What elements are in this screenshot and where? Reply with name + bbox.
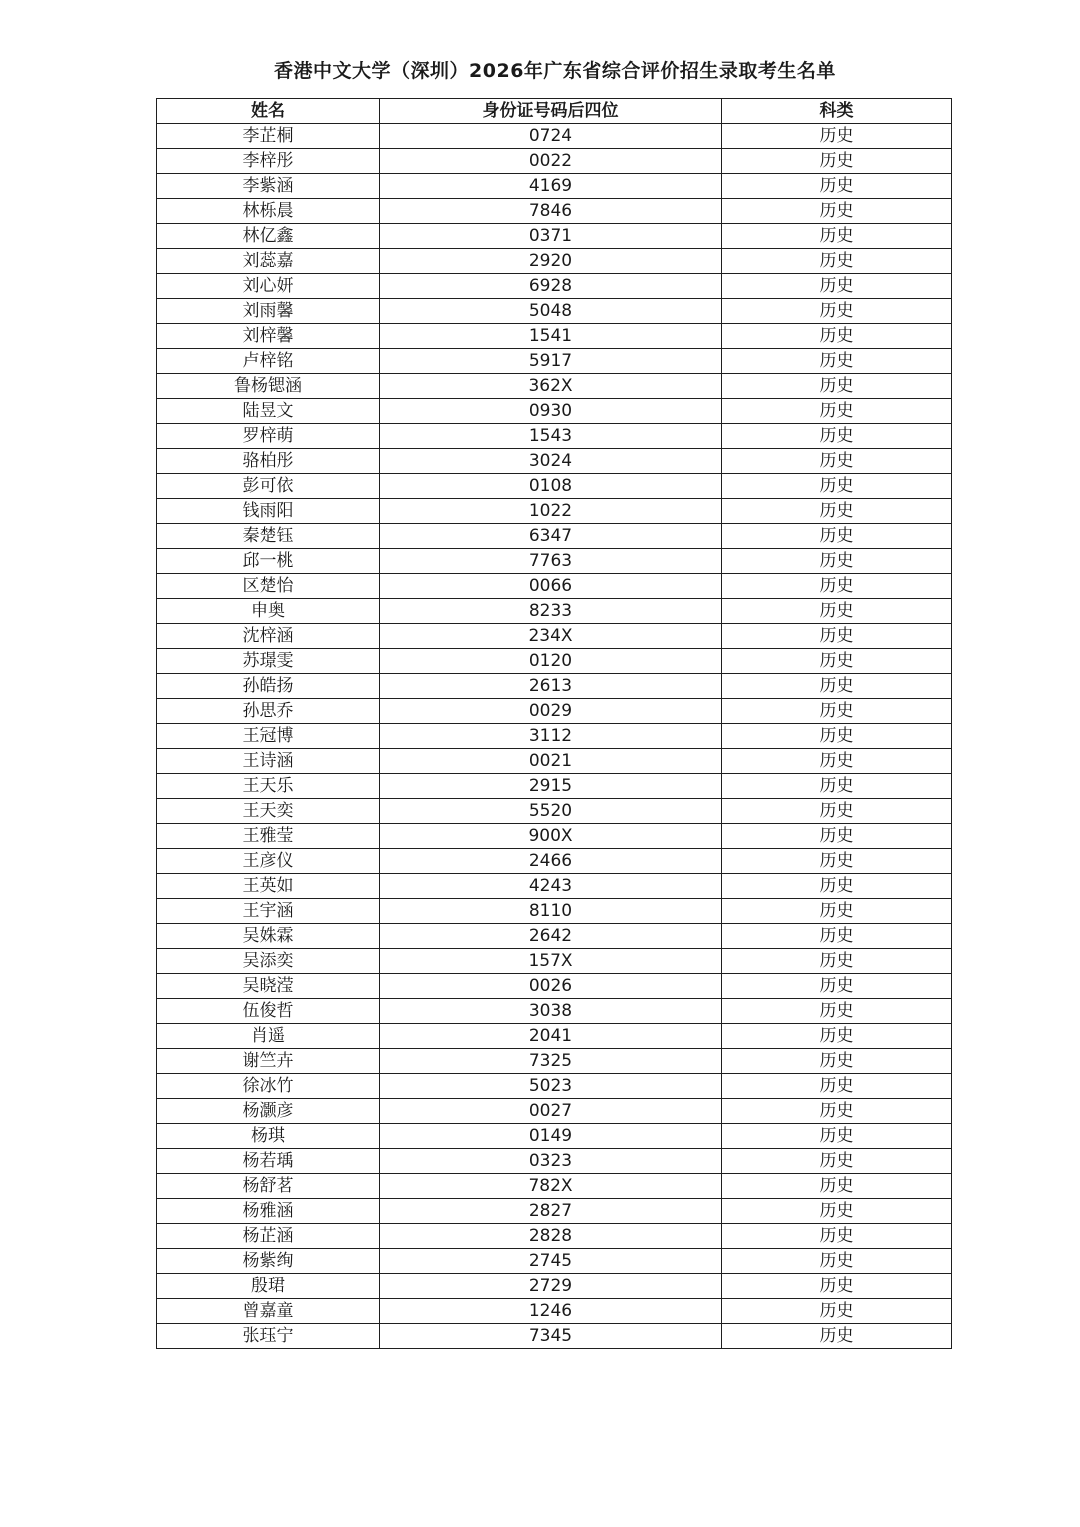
table-row [157, 399, 952, 424]
cell-name: 王天奕 [157, 799, 380, 824]
cell-name: 秦楚钰 [157, 524, 380, 549]
cell-id-last-four: 7763 [380, 549, 722, 574]
cell-id-last-four: 5917 [380, 349, 722, 374]
cell-id-last-four: 2642 [380, 924, 722, 949]
cell-subject: 历史 [722, 1174, 952, 1199]
cell-subject: 历史 [722, 274, 952, 299]
cell-subject: 历史 [722, 224, 952, 249]
cell-subject: 历史 [722, 149, 952, 174]
cell-id-last-four: 234X [380, 624, 722, 649]
cell-subject: 历史 [722, 349, 952, 374]
cell-name: 王英如 [157, 874, 380, 899]
table-row [157, 324, 952, 349]
table-row [157, 749, 952, 774]
table-row [157, 524, 952, 549]
cell-id-last-four: 0108 [380, 474, 722, 499]
table-row [157, 424, 952, 449]
table-row [157, 949, 952, 974]
cell-subject: 历史 [722, 999, 952, 1024]
table-row [157, 549, 952, 574]
cell-subject: 历史 [722, 1249, 952, 1274]
cell-subject: 历史 [722, 1049, 952, 1074]
table-row [157, 624, 952, 649]
cell-subject: 历史 [722, 674, 952, 699]
cell-subject: 历史 [722, 699, 952, 724]
cell-name: 罗梓萌 [157, 424, 380, 449]
table-row [157, 224, 952, 249]
table-row [157, 899, 952, 924]
table-header-row [157, 99, 952, 124]
cell-id-last-four: 0026 [380, 974, 722, 999]
table-row [157, 649, 952, 674]
cell-subject: 历史 [722, 924, 952, 949]
cell-name: 刘雨馨 [157, 299, 380, 324]
cell-id-last-four: 0021 [380, 749, 722, 774]
table-row [157, 974, 952, 999]
cell-name: 邱一桃 [157, 549, 380, 574]
cell-subject: 历史 [722, 1324, 952, 1349]
cell-id-last-four: 7345 [380, 1324, 722, 1349]
table-row [157, 249, 952, 274]
cell-id-last-four: 0371 [380, 224, 722, 249]
table-row [157, 1049, 952, 1074]
table-row [157, 349, 952, 374]
cell-name: 伍俊哲 [157, 999, 380, 1024]
cell-name: 曾嘉童 [157, 1299, 380, 1324]
cell-id-last-four: 1246 [380, 1299, 722, 1324]
cell-id-last-four: 2466 [380, 849, 722, 874]
cell-name: 杨若瑀 [157, 1149, 380, 1174]
cell-name: 杨灏彦 [157, 1099, 380, 1124]
cell-id-last-four: 0120 [380, 649, 722, 674]
cell-subject: 历史 [722, 124, 952, 149]
cell-subject: 历史 [722, 1099, 952, 1124]
cell-name: 卢梓铭 [157, 349, 380, 374]
admission-list-table [156, 98, 952, 1349]
cell-name: 刘蕊嘉 [157, 249, 380, 274]
cell-id-last-four: 157X [380, 949, 722, 974]
cell-id-last-four: 7325 [380, 1049, 722, 1074]
cell-id-last-four: 2729 [380, 1274, 722, 1299]
cell-id-last-four: 4169 [380, 174, 722, 199]
cell-id-last-four: 0066 [380, 574, 722, 599]
cell-name: 区楚怡 [157, 574, 380, 599]
cell-id-last-four: 6347 [380, 524, 722, 549]
cell-subject: 历史 [722, 249, 952, 274]
cell-id-last-four: 2920 [380, 249, 722, 274]
cell-subject: 历史 [722, 299, 952, 324]
table-row [157, 199, 952, 224]
cell-subject: 历史 [722, 799, 952, 824]
cell-id-last-four: 2613 [380, 674, 722, 699]
table-row [157, 1274, 952, 1299]
table-row [157, 499, 952, 524]
table-row [157, 174, 952, 199]
table-row [157, 1024, 952, 1049]
cell-id-last-four: 2915 [380, 774, 722, 799]
cell-name: 钱雨阳 [157, 499, 380, 524]
cell-id-last-four: 1543 [380, 424, 722, 449]
column-header-id-last-four: 身份证号码后四位 [380, 99, 722, 124]
table-row [157, 999, 952, 1024]
table-row [157, 1149, 952, 1174]
cell-subject: 历史 [722, 174, 952, 199]
table-row [157, 449, 952, 474]
cell-name: 刘梓馨 [157, 324, 380, 349]
cell-id-last-four: 3112 [380, 724, 722, 749]
cell-id-last-four: 3038 [380, 999, 722, 1024]
cell-id-last-four: 8233 [380, 599, 722, 624]
cell-id-last-four: 2041 [380, 1024, 722, 1049]
cell-name: 李紫涵 [157, 174, 380, 199]
cell-name: 徐冰竹 [157, 1074, 380, 1099]
cell-name: 李梓彤 [157, 149, 380, 174]
cell-id-last-four: 0022 [380, 149, 722, 174]
table-row [157, 574, 952, 599]
cell-id-last-four: 782X [380, 1174, 722, 1199]
cell-name: 苏璟雯 [157, 649, 380, 674]
cell-subject: 历史 [722, 824, 952, 849]
cell-subject: 历史 [722, 1199, 952, 1224]
cell-id-last-four: 3024 [380, 449, 722, 474]
cell-name: 李芷桐 [157, 124, 380, 149]
table-row [157, 124, 952, 149]
cell-subject: 历史 [722, 524, 952, 549]
cell-name: 肖遥 [157, 1024, 380, 1049]
cell-subject: 历史 [722, 874, 952, 899]
cell-subject: 历史 [722, 449, 952, 474]
cell-id-last-four: 5023 [380, 1074, 722, 1099]
cell-id-last-four: 0724 [380, 124, 722, 149]
cell-subject: 历史 [722, 324, 952, 349]
cell-name: 刘心妍 [157, 274, 380, 299]
cell-id-last-four: 1541 [380, 324, 722, 349]
cell-id-last-four: 4243 [380, 874, 722, 899]
cell-name: 杨紫绚 [157, 1249, 380, 1274]
table-row [157, 374, 952, 399]
cell-id-last-four: 2828 [380, 1224, 722, 1249]
cell-id-last-four: 0149 [380, 1124, 722, 1149]
cell-subject: 历史 [722, 399, 952, 424]
cell-subject: 历史 [722, 1274, 952, 1299]
cell-id-last-four: 5520 [380, 799, 722, 824]
cell-name: 杨舒茗 [157, 1174, 380, 1199]
cell-id-last-four: 2827 [380, 1199, 722, 1224]
cell-subject: 历史 [722, 374, 952, 399]
cell-subject: 历史 [722, 749, 952, 774]
cell-subject: 历史 [722, 1149, 952, 1174]
cell-id-last-four: 362X [380, 374, 722, 399]
table-row [157, 274, 952, 299]
cell-subject: 历史 [722, 849, 952, 874]
table-row [157, 599, 952, 624]
cell-subject: 历史 [722, 499, 952, 524]
cell-subject: 历史 [722, 774, 952, 799]
table-row [157, 849, 952, 874]
table-row [157, 674, 952, 699]
table-row [157, 799, 952, 824]
table-row [157, 1224, 952, 1249]
table-row [157, 474, 952, 499]
cell-name: 吴添奕 [157, 949, 380, 974]
cell-subject: 历史 [722, 424, 952, 449]
cell-name: 张珏宁 [157, 1324, 380, 1349]
table-row [157, 1074, 952, 1099]
table-row [157, 824, 952, 849]
cell-name: 陆昱文 [157, 399, 380, 424]
table-row [157, 774, 952, 799]
cell-subject: 历史 [722, 899, 952, 924]
cell-name: 杨芷涵 [157, 1224, 380, 1249]
table-body [157, 124, 952, 1349]
table-row [157, 1099, 952, 1124]
cell-name: 孙皓扬 [157, 674, 380, 699]
cell-id-last-four: 1022 [380, 499, 722, 524]
cell-name: 谢竺卉 [157, 1049, 380, 1074]
cell-name: 杨琪 [157, 1124, 380, 1149]
cell-id-last-four: 0029 [380, 699, 722, 724]
document-title: 香港中文大学（深圳）2026年广东省综合评价招生录取考生名单 [274, 60, 836, 82]
table-row [157, 924, 952, 949]
table-row [157, 1174, 952, 1199]
cell-name: 王彦仪 [157, 849, 380, 874]
table-row [157, 149, 952, 174]
cell-subject: 历史 [722, 574, 952, 599]
cell-subject: 历史 [722, 1224, 952, 1249]
cell-name: 王诗涵 [157, 749, 380, 774]
cell-subject: 历史 [722, 974, 952, 999]
cell-subject: 历史 [722, 599, 952, 624]
cell-id-last-four: 8110 [380, 899, 722, 924]
cell-name: 鲁杨锶涵 [157, 374, 380, 399]
cell-name: 吴晓滢 [157, 974, 380, 999]
cell-name: 彭可依 [157, 474, 380, 499]
table-row [157, 874, 952, 899]
cell-subject: 历史 [722, 1299, 952, 1324]
table-row [157, 1324, 952, 1349]
cell-subject: 历史 [722, 549, 952, 574]
cell-name: 申奥 [157, 599, 380, 624]
cell-name: 孙思乔 [157, 699, 380, 724]
cell-name: 沈梓涵 [157, 624, 380, 649]
column-header-subject: 科类 [722, 99, 952, 124]
cell-name: 林亿鑫 [157, 224, 380, 249]
cell-name: 林栎晨 [157, 199, 380, 224]
table-row [157, 1199, 952, 1224]
cell-subject: 历史 [722, 474, 952, 499]
cell-id-last-four: 2745 [380, 1249, 722, 1274]
cell-name: 杨雅涵 [157, 1199, 380, 1224]
cell-subject: 历史 [722, 649, 952, 674]
cell-name: 殷珺 [157, 1274, 380, 1299]
cell-subject: 历史 [722, 1024, 952, 1049]
cell-subject: 历史 [722, 624, 952, 649]
cell-subject: 历史 [722, 724, 952, 749]
table-row [157, 299, 952, 324]
cell-name: 吴姝霖 [157, 924, 380, 949]
cell-id-last-four: 0323 [380, 1149, 722, 1174]
cell-id-last-four: 0027 [380, 1099, 722, 1124]
column-header-name: 姓名 [157, 99, 380, 124]
cell-name: 王天乐 [157, 774, 380, 799]
cell-name: 王宇涵 [157, 899, 380, 924]
cell-name: 王雅莹 [157, 824, 380, 849]
cell-subject: 历史 [722, 1124, 952, 1149]
table-row [157, 1299, 952, 1324]
cell-name: 骆柏彤 [157, 449, 380, 474]
cell-id-last-four: 6928 [380, 274, 722, 299]
table-row [157, 699, 952, 724]
table-row [157, 1124, 952, 1149]
cell-id-last-four: 5048 [380, 299, 722, 324]
cell-id-last-four: 0930 [380, 399, 722, 424]
cell-subject: 历史 [722, 949, 952, 974]
table-row [157, 724, 952, 749]
cell-id-last-four: 900X [380, 824, 722, 849]
cell-name: 王冠博 [157, 724, 380, 749]
cell-id-last-four: 7846 [380, 199, 722, 224]
cell-subject: 历史 [722, 1074, 952, 1099]
cell-subject: 历史 [722, 199, 952, 224]
table-row [157, 1249, 952, 1274]
